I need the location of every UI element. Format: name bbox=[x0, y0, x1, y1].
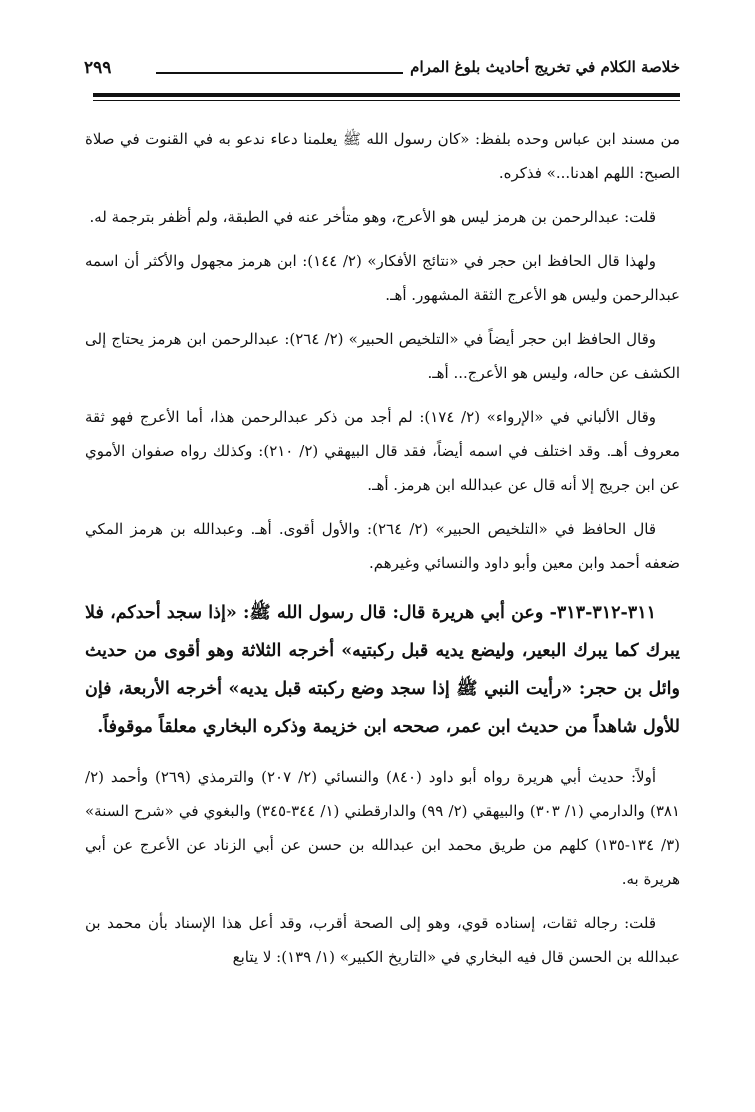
page-number: ٢٩٩ bbox=[84, 58, 112, 78]
header-double-rule-thick bbox=[93, 93, 680, 97]
running-header bbox=[70, 56, 680, 86]
page-body bbox=[85, 122, 680, 984]
paragraph: قلت: عبدالرحمن بن هرمز ليس هو الأعرج، وهو متأخر عنه في الطبقة، ولم أظفر بترجمة له. bbox=[89, 208, 656, 226]
header-rule bbox=[156, 72, 403, 74]
paragraph: وقال الحافظ ابن حجر أيضاً في «التلخيص الحبير» (٢/ ٢٦٤): عبدالرحمن ابن هرمز يحتاج إلى الكشف عن حاله، وليس هو الأعرج... أهـ. bbox=[85, 330, 680, 382]
header-double-rule-thin bbox=[93, 100, 680, 101]
hadith-text: ٣١١-٣١٢-٣١٣- وعن أبي هريرة قال: قال رسول الله ﷺ: «إذا سجد أحدكم، فلا يبرك كما يبرك البعير، وليضع يديه قبل ركبتيه» أخرجه الثلاثة وهو أقوى من حديث وائل بن حجر: «رأيت النبي ﷺ إذا سجد وضع ركبته قبل يديه» أخرجه الأربعة، فإن للأول شاهداً من حديث ابن عمر، صححه ابن خزيمة وذكره البخاري معلقاً موقوفاً. bbox=[85, 603, 680, 737]
paragraph: قال الحافظ في «التلخيص الحبير» (٢/ ٢٦٤): والأول أقوى. أهـ. وعبدالله بن هرمز المكي ضعفه أحمد وابن معين وأبو داود والنسائي وغيرهم. bbox=[85, 520, 680, 572]
paragraph: قلت: رجاله ثقات، إسناده قوي، وهو إلى الصحة أقرب، وقد أعل هذا الإسناد بأن محمد بن عبدالله بن الحسن قال فيه البخاري في «التاريخ الكبير» (١/ ١٣٩): لا يتابع bbox=[85, 914, 680, 966]
book-title: خلاصة الكلام في تخريج أحاديث بلوغ المرام bbox=[410, 58, 680, 76]
paragraph-continuation: من مسند ابن عباس وحده بلفظ: «كان رسول الله ﷺ يعلمنا دعاء ندعو به في القنوت في صلاة الصبح: اللهم اهدنا...» فذكره. bbox=[85, 130, 680, 182]
paragraph: وقال الألباني في «الإرواء» (٢/ ١٧٤): لم أجد من ذكر عبدالرحمن هذا، أما الأعرج فهو ثقة معروف أهـ. وقد اختلف في اسمه أيضاً، فقد قال البيهقي (٢/ ٢١٠): وكذلك رواه صفوان الأموي عن ابن جريج إلا أنه قال عن عبدالله ابن هرمز. أهـ. bbox=[85, 408, 681, 494]
paragraph: أولاً: حديث أبي هريرة رواه أبو داود (٨٤٠) والنسائي (٢/ ٢٠٧) والترمذي (٢٦٩) وأحمد (٢/ ٣٨١) والدارمي (١/ ٣٠٣) والبيهقي (٢/ ٩٩) والدارقطني (١/ ٣٤٤-٣٤٥) والبغوي في «شرح السنة» (٣/ ١٣٤-١٣٥) كلهم من طريق محمد ابن عبدالله بن حسن عن أبي الزناد عن الأعرج عن أبي هريرة به. bbox=[85, 768, 680, 888]
paragraph: ولهذا قال الحافظ ابن حجر في «نتائج الأفكار» (٢/ ١٤٤): ابن هرمز مجهول والأكثر أن اسمه عبدالرحمن وليس هو الأعرج الثقة المشهور. أهـ. bbox=[85, 252, 680, 304]
